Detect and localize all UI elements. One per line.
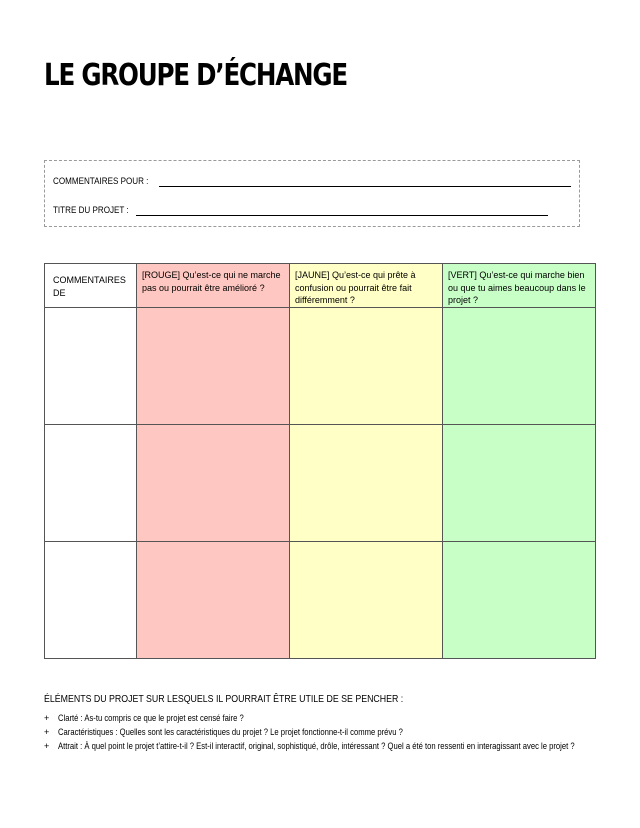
red-comment-cell[interactable] [137,541,290,658]
list-item [44,725,624,739]
guidance-section [44,694,624,753]
table-row [45,307,596,424]
list-item [44,711,624,725]
yellow-comment-cell[interactable] [290,307,443,424]
commenter-cell[interactable] [45,307,137,424]
page-title: LE GROUPE D’ÉCHANGE [44,58,347,93]
green-comment-cell[interactable] [443,307,596,424]
project-title-label: TITRE DU PROJET : [53,205,129,216]
plus-bullet: + [44,713,50,723]
list-item-text: Attrait : À quel point le projet t’attire-t-il ? Est-il interactif, original, sophistiqué, drôle, intéressant ? Quel a été ton ressenti en interagissant avec le projet ? [58,741,575,751]
header-red: [ROUGE] Qu’est-ce qui ne marche pas ou pourrait être amélioré ? [137,264,290,308]
header-green: [VERT] Qu’est-ce qui marche bien ou que tu aimes beaucoup dans le projet ? [443,264,596,308]
green-comment-cell[interactable] [443,541,596,658]
commenter-cell[interactable] [45,541,137,658]
yellow-comment-cell[interactable] [290,541,443,658]
plus-bullet: + [44,727,50,737]
table-header-row [45,264,596,308]
comments-for-label: COMMENTAIRES POUR : [53,176,149,187]
header-commenter: COMMENTAIRES DE [45,264,137,308]
header-yellow: [JAUNE] Qu’est-ce qui prête à confusion ou pourrait être fait différemment ? [290,264,443,308]
green-comment-cell[interactable] [443,424,596,541]
table-row [45,424,596,541]
guidance-list [44,711,624,753]
project-title-line [53,205,548,216]
project-info-box [44,160,580,227]
list-item [44,739,624,753]
commenter-cell[interactable] [45,424,137,541]
comments-for-field[interactable] [159,185,571,187]
feedback-table [44,263,596,659]
project-title-field[interactable] [136,214,548,216]
list-item-text: Clarté : As-tu compris ce que le projet est censé faire ? [58,713,244,723]
table-row [45,541,596,658]
red-comment-cell[interactable] [137,424,290,541]
yellow-comment-cell[interactable] [290,424,443,541]
guidance-title: ÉLÉMENTS DU PROJET SUR LESQUELS IL POURRAIT ÊTRE UTILE DE SE PENCHER : [44,694,404,705]
plus-bullet: + [44,741,50,751]
comments-for-line [53,176,571,187]
red-comment-cell[interactable] [137,307,290,424]
list-item-text: Caractéristiques : Quelles sont les caractéristiques du projet ? Le projet fonctionne-t-il comme prévu ? [58,727,403,737]
